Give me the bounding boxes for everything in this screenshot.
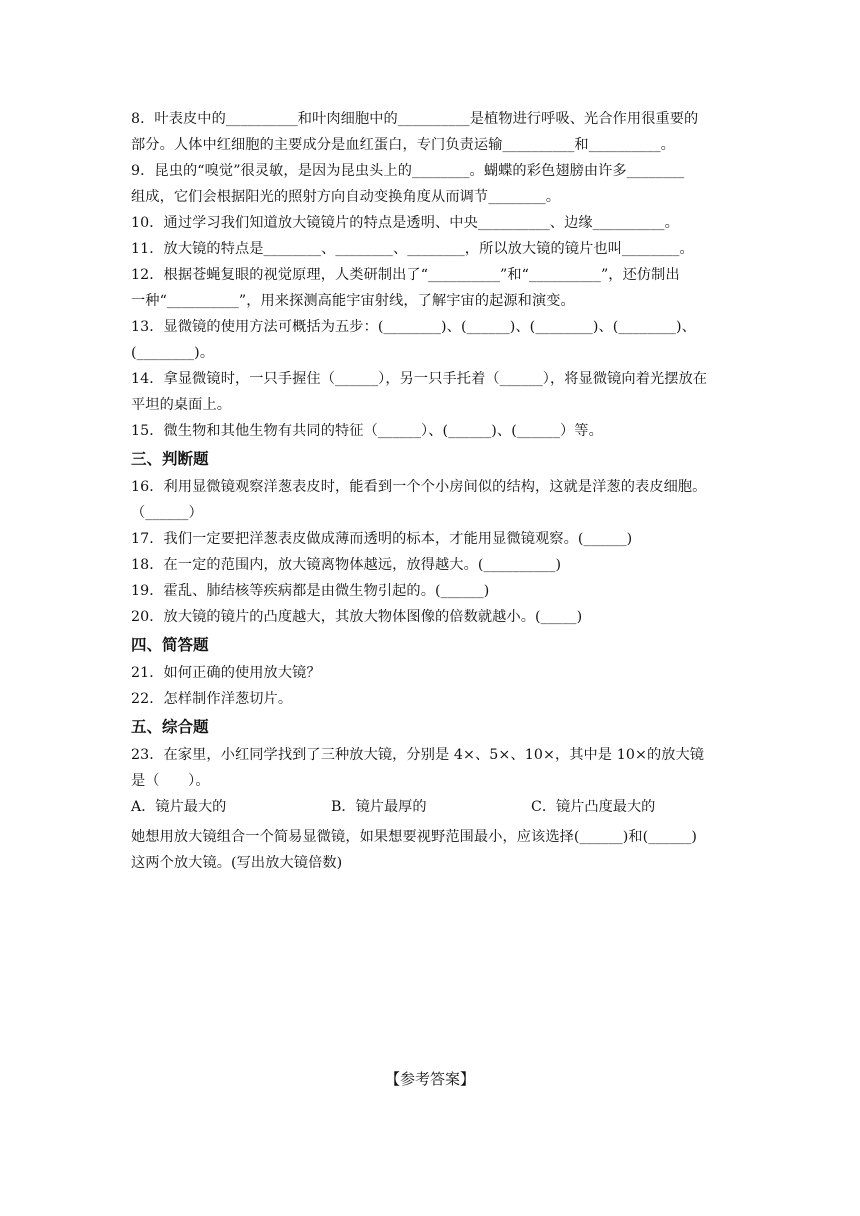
question-16-line-1: 16．利用显微镜观察洋葱表皮时，能看到一个个小房间似的结构，这就是洋葱的表皮细胞。 — [131, 479, 707, 495]
question-18: 18．在一定的范围内，放大镜离物体越远，放得越大。(__________) — [131, 557, 562, 573]
question-15: 15．微生物和其他生物有共同的特征（______）、(______)、(______）等。 — [131, 423, 603, 439]
question-23-line-3: 她想用放大镜组合一个简易显微镜，如果想要视野范围最小，应该选择(______)和(______) — [131, 829, 698, 845]
section-heading-comprehensive: 五、综合题 — [131, 717, 209, 736]
question-12-line-2: 一种“__________”，用来探测高能宇宙射线，了解宇宙的起源和演变。 — [131, 293, 575, 309]
question-19: 19．霍乱、肺结核等疾病都是由微生物引起的。(______) — [131, 583, 490, 599]
question-9-line-1: 9．昆虫的“嗅觉”很灵敏，是因为昆虫头上的________。蝴蝶的彩色翅膀由许多________ — [131, 163, 685, 179]
question-13-line-1: 13．显微镜的使用方法可概括为五步：(________)、(______)、(________)、(________)、 — [131, 319, 696, 335]
question-12-line-1: 12．根据苍蝇复眼的视觉原理，人类研制出了“__________”和“__________”，还仿制出 — [131, 267, 680, 283]
question-14-line-1: 14．拿显微镜时，一只手握住（______），另一只手托着（______），将显微镜向着光摆放在 — [131, 371, 708, 387]
question-10: 10．通过学习我们知道放大镜镜片的特点是透明、中央__________、边缘__________。 — [131, 215, 679, 231]
answer-key-title: 【参考答案】 — [384, 1070, 475, 1088]
question-23-line-2: 是（ ）。 — [131, 773, 210, 789]
question-23-options — [131, 794, 731, 824]
question-23-line-4: 这两个放大镜。(写出放大镜倍数) — [131, 855, 343, 871]
question-21: 21．如何正确的使用放大镜？ — [131, 665, 321, 681]
question-23-line-1: 23．在家里，小红同学找到了三种放大镜，分别是 4×、5×、10×，其中是 10×的放大镜 — [131, 747, 705, 763]
question-8-line-2: 部分。人体中红细胞的主要成分是血红蛋白，专门负责运输__________和__________。 — [131, 137, 675, 153]
section-heading-short-answer: 四、简答题 — [131, 635, 209, 654]
question-9-line-2: 组成，它们会根据阳光的照射方向自动变换角度从而调节________。 — [131, 189, 561, 205]
option-c: C．镜片凸度最大的 — [531, 799, 656, 815]
option-a: A．镜片最大的 — [131, 799, 227, 815]
question-17: 17．我们一定要把洋葱表皮做成薄而透明的标本，才能用显微镜观察。(______) — [131, 531, 633, 547]
question-14-line-2: 平坦的桌面上。 — [131, 397, 232, 413]
question-content — [131, 106, 731, 876]
question-20: 20．放大镜的镜片的凸度越大，其放大物体图像的倍数就越小。(_____) — [131, 609, 583, 625]
question-13-line-2: (________)。 — [131, 345, 215, 361]
question-22: 22．怎样制作洋葱切片。 — [131, 691, 293, 707]
section-heading-true-false: 三、判断题 — [131, 449, 209, 468]
question-11: 11．放大镜的特点是________、________、________，所以放大镜的镜片也叫________。 — [131, 241, 694, 257]
option-b: B．镜片最厚的 — [331, 799, 427, 815]
question-16-line-2: （______） — [131, 505, 203, 521]
question-8-line-1: 8．叶表皮中的__________和叶肉细胞中的__________是植物进行呼吸、光合作用很重要的 — [131, 111, 699, 127]
